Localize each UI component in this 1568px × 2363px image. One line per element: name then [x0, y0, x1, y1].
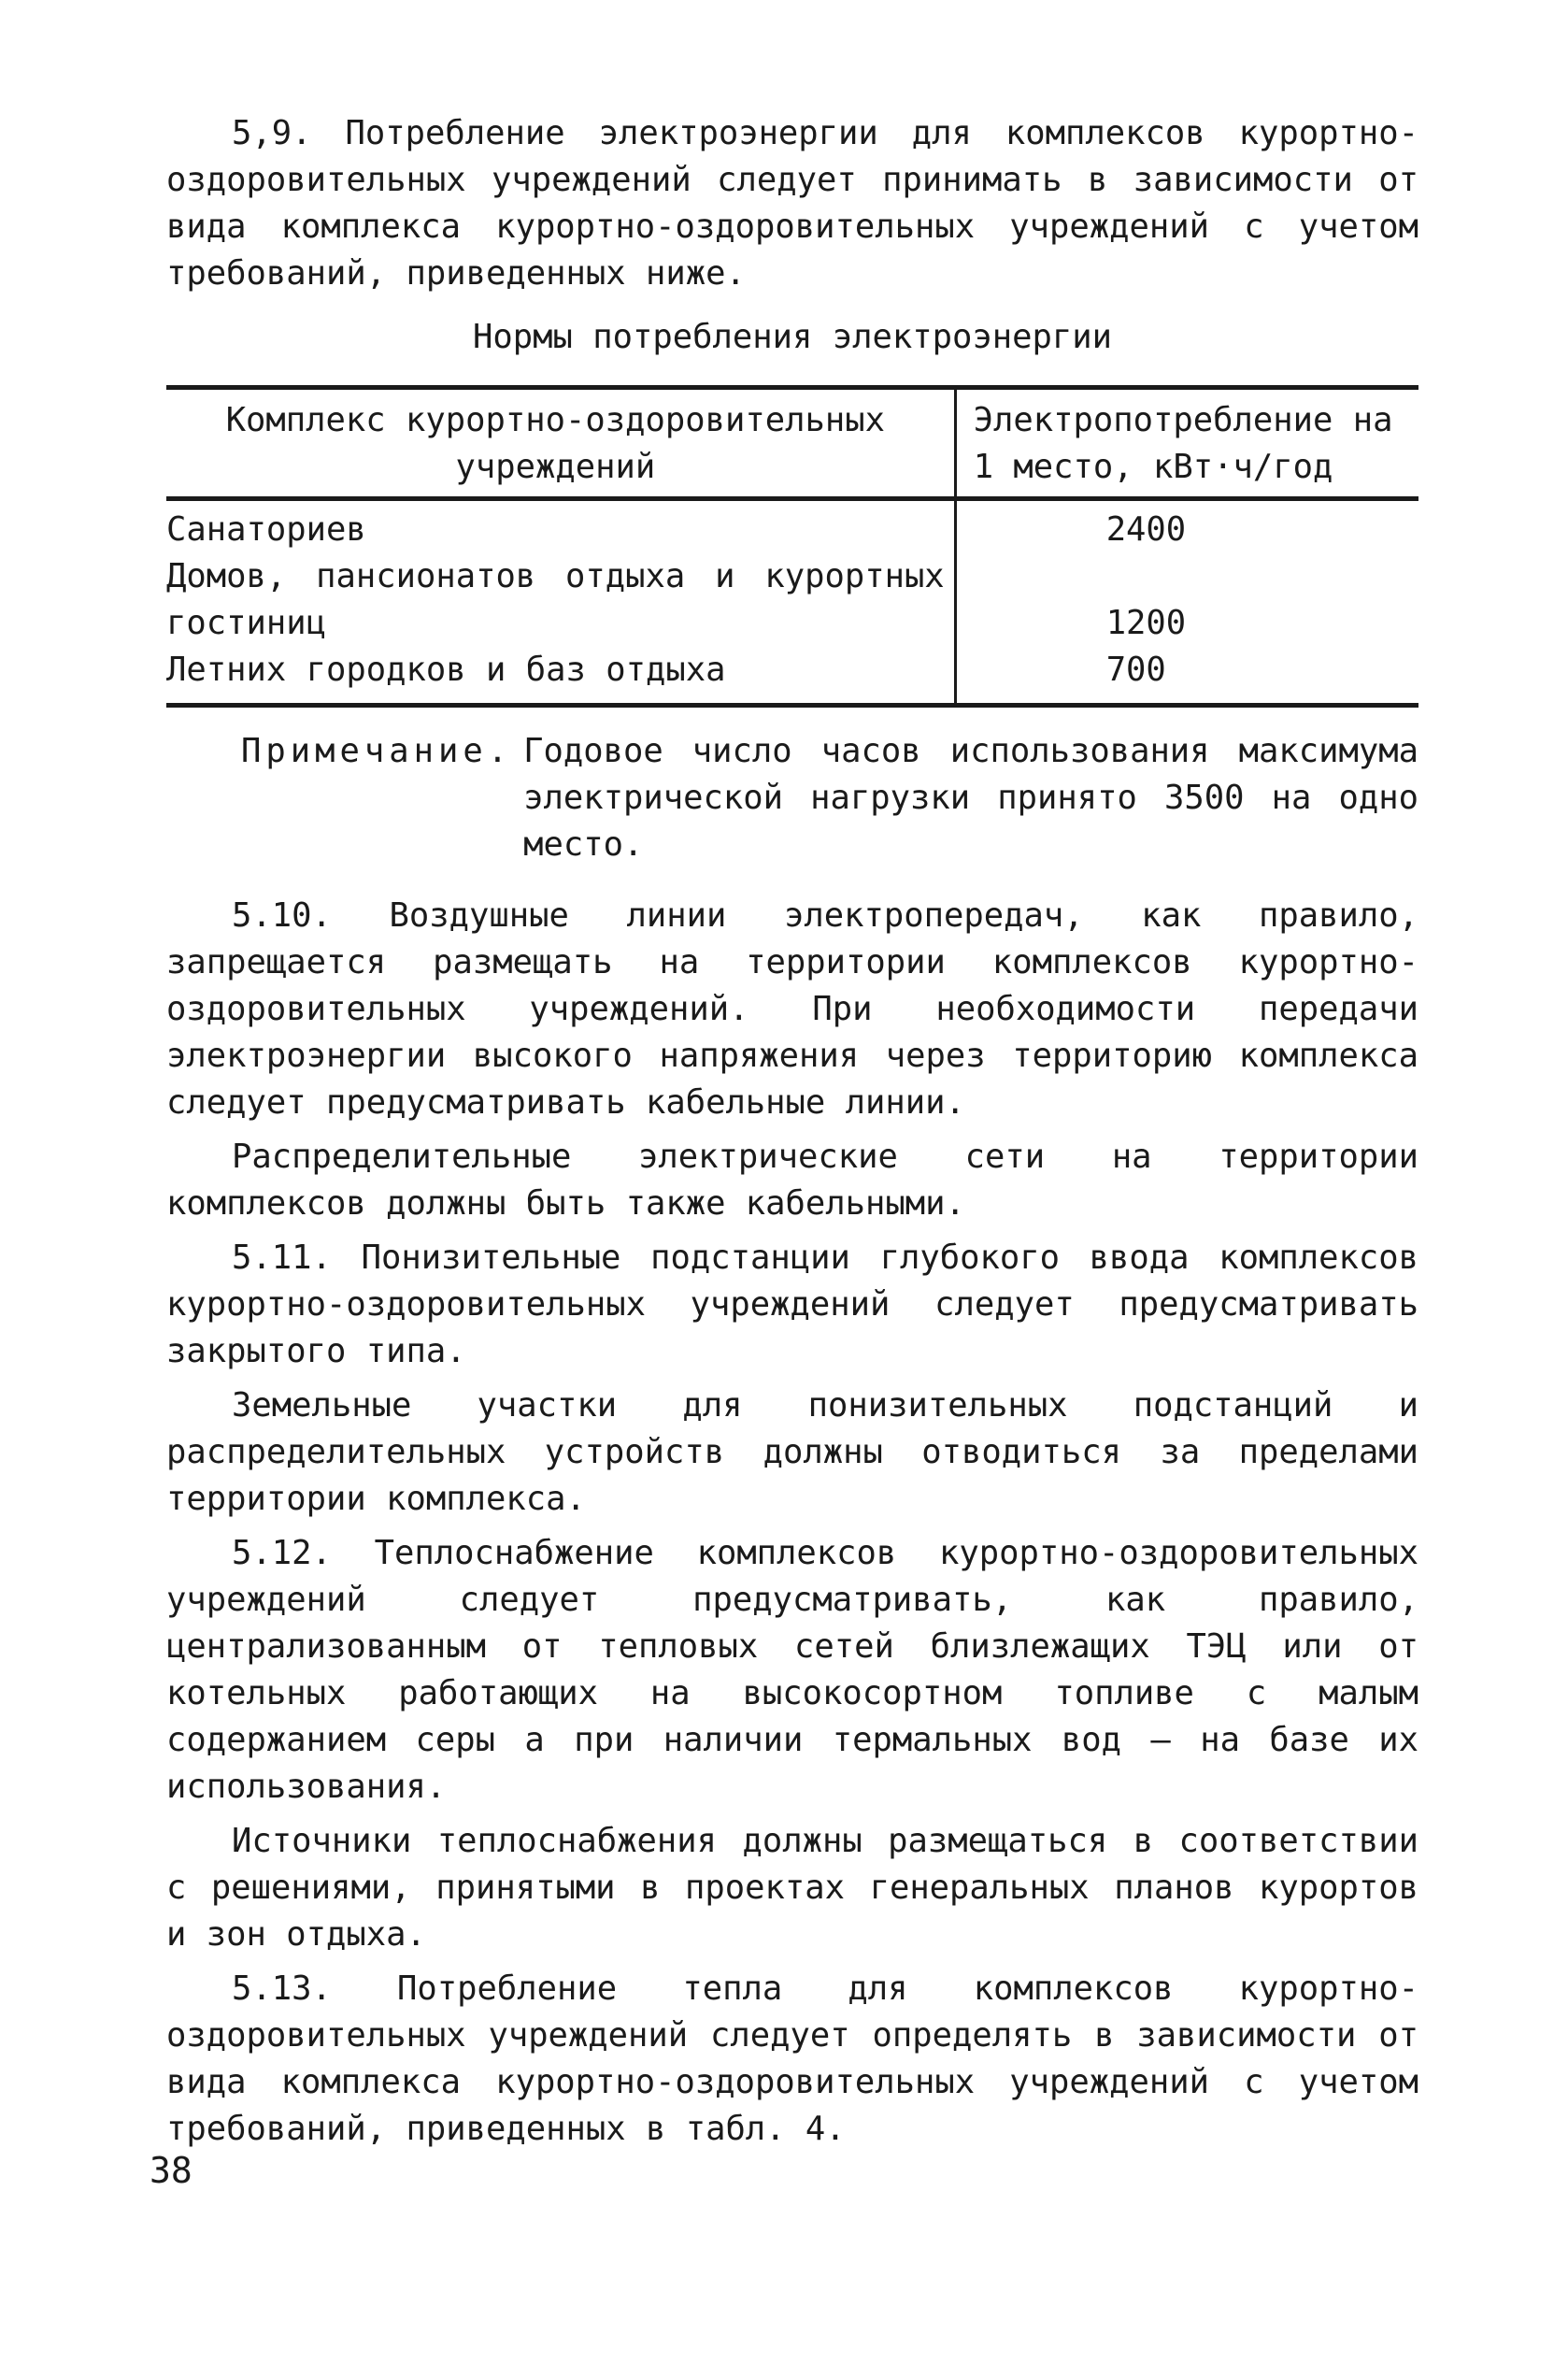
paragraph-5-12-cont: Источники теплоснабжения должны размещаться в соответствии с решениями, принятыми в проектах генеральных планов курортов и зон отдыха.: [166, 1822, 1418, 1954]
table-row: [166, 647, 1418, 706]
paragraph-5-9: 5,9. Потребление электроэнергии для комплексов курортно-оздоровительных учреждений следует принимать в зависимости от вида комплекса курортно-оздоровительных учреждений с учетом требований, приведенных ниже.: [166, 114, 1418, 293]
paragraph-5-10: 5.10. Воздушные линии электропередач, как правило, запрещается размещать на территории комплексов курортно-оздоровительных учреждений. При необходимости передачи электроэнергии высокого напряжения через территорию комплекса следует предусматривать кабельные линии.: [166, 896, 1418, 1122]
table-row: [166, 499, 1418, 554]
row-value: 1200: [955, 553, 1418, 647]
table-row: [166, 553, 1418, 647]
paragraph-5-13: 5.13. Потребление тепла для комплексов курортно-оздоровительных учреждений следует определять в зависимости от вида комплекса курортно-оздоровительных учреждений с учетом требований, приведенных в табл. 4.: [166, 1969, 1418, 2148]
table-note: [166, 728, 1418, 868]
note-label: Примечание.: [241, 732, 513, 770]
paragraph-5-11-cont: Земельные участки для понизительных подстанций и распределительных устройств должны отводиться за пределами территории комплекса.: [166, 1386, 1418, 1518]
paragraph-5-12: 5.12. Теплоснабжение комплексов курортно-оздоровительных учреждений следует предусматривать, как правило, централизованным от тепловых сетей близлежащих ТЭЦ или от котельных работающих на высокосортном топливе с малым содержанием серы а при наличии термальных вод – на базе их использования.: [166, 1534, 1418, 1806]
header-complex: Комплекс курортно-оздоровительных учреждений: [225, 401, 885, 486]
row-name: Летних городков и баз отдыха: [166, 651, 726, 689]
page-number: 38: [150, 2150, 192, 2191]
note-text: Годовое число часов использования максимума электрической нагрузки принято 3500 на одно место.: [523, 732, 1418, 864]
row-value: 700: [955, 647, 1418, 706]
table-header-row: [166, 388, 1418, 499]
row-name: Домов, пансионатов отдыха и курортных гостиниц: [166, 557, 945, 642]
table-caption: Нормы потребления электроэнергии: [473, 318, 1112, 356]
row-value: 2400: [955, 499, 1418, 554]
paragraph-5-10-cont: Распределительные электрические сети на территории комплексов должны быть также кабельными.: [166, 1138, 1418, 1223]
header-consumption: Электропотребление на 1 место, кВт·ч/год: [955, 388, 1418, 499]
paragraph-5-11: 5.11. Понизительные подстанции глубокого ввода комплексов курортно-оздоровительных учреждений следует предусматривать закрытого типа.: [166, 1239, 1418, 1370]
electricity-norms-table: [166, 385, 1418, 708]
row-name: Санаториев: [166, 510, 366, 549]
